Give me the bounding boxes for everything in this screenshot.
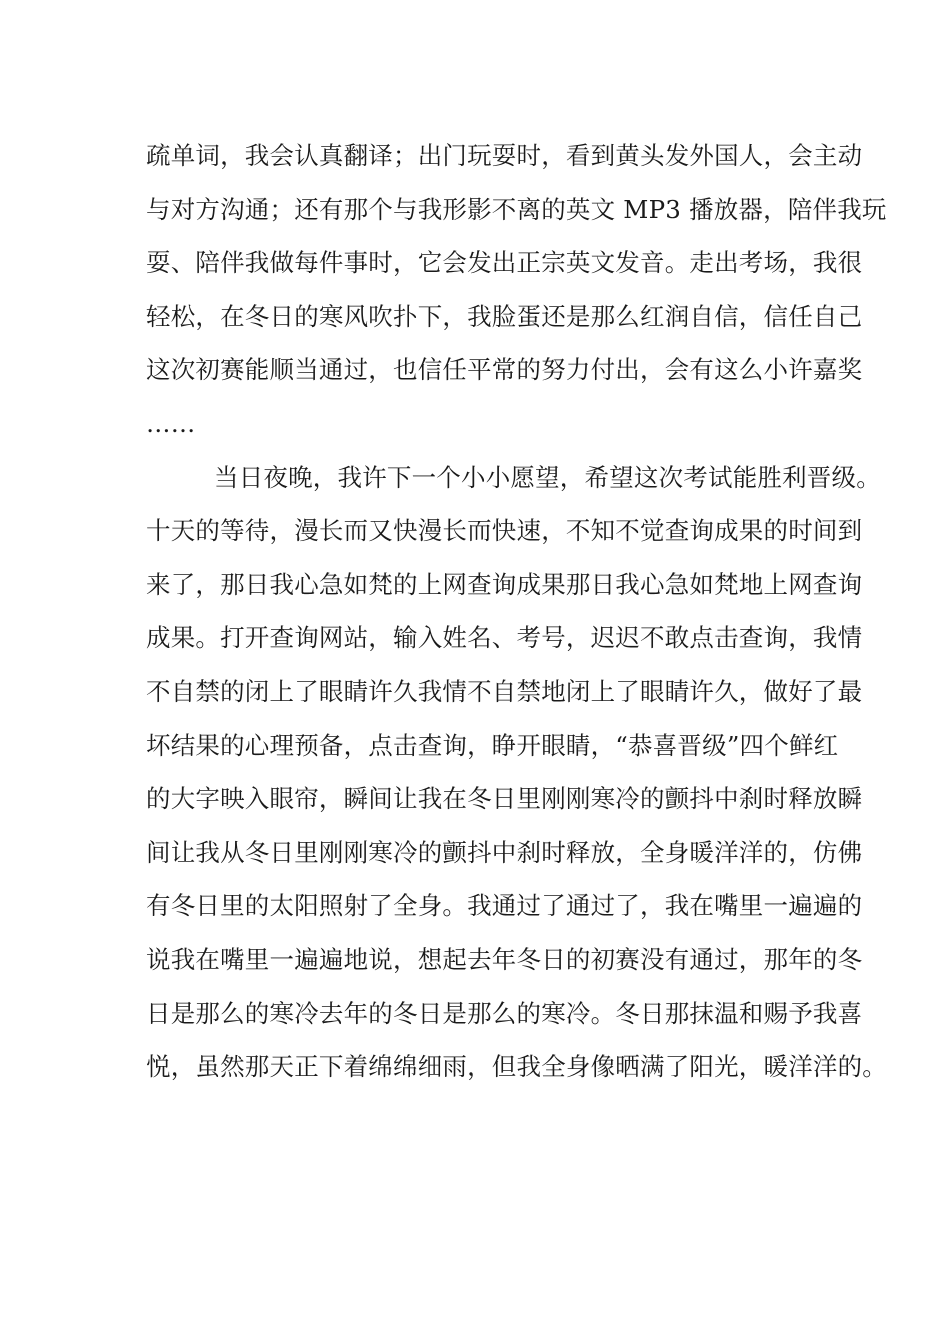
text-line: 间让我从冬日里刚刚寒冷的颤抖中刹时释放，全身暖洋洋的，仿佛 [146,837,863,867]
text-line: 的大字映入眼帘，瞬间让我在冬日里刚刚寒冷的颤抖中刹时释放瞬 [146,784,863,814]
text-line: 成果。打开查询网站，输入姓名、考号，迟迟不敢点击查询，我情 [146,623,863,653]
text-line: 有冬日里的太阳照射了全身。我通过了通过了，我在嘴里一遍遍的 [146,891,863,921]
text-line: 来了，那日我心急如梵的上网查询成果那日我心急如梵地上网查询 [146,569,863,599]
text-line: 轻松，在冬日的寒风吹扑下，我脸蛋还是那么红润自信，信任自己 [146,301,863,331]
text-line: …… [146,408,196,438]
text-line: 日是那么的寒冷去年的冬日是那么的寒冷。冬日那抹温和赐予我喜 [146,998,863,1028]
body-text [146,129,887,1094]
text-line: 与对方沟通；还有那个与我形影不离的英文 MP3 播放器，陪伴我玩 [146,194,887,224]
text-line: 说我在嘴里一遍遍地说，想起去年冬日的初赛没有通过，那年的冬 [146,944,863,974]
text-line: 耍、陪伴我做每件事时，它会发出正宗英文发音。走出考场，我很 [146,248,863,278]
text-line: 十天的等待，漫长而又快漫长而快速，不知不觉查询成果的时间到 [146,516,863,546]
text-line: 这次初赛能顺当通过，也信任平常的努力付出，会有这么小许嘉奖 [146,355,863,385]
paragraph-start-line: 当日夜晚，我许下一个小小愿望，希望这次考试能胜利晋级。 [214,462,881,492]
text-line: 坏结果的心理预备，点击查询，睁开眼睛，“恭喜晋级”四个鲜红 [146,730,839,760]
text-line: 悦，虽然那天正下着绵绵细雨，但我全身像晒满了阳光，暖洋洋的。 [146,1052,887,1082]
text-line: 不自禁的闭上了眼睛许久我情不自禁地闭上了眼睛许久，做好了最 [146,676,863,706]
text-line: 疏单词，我会认真翻译；出门玩耍时，看到黄头发外国人，会主动 [146,141,863,170]
